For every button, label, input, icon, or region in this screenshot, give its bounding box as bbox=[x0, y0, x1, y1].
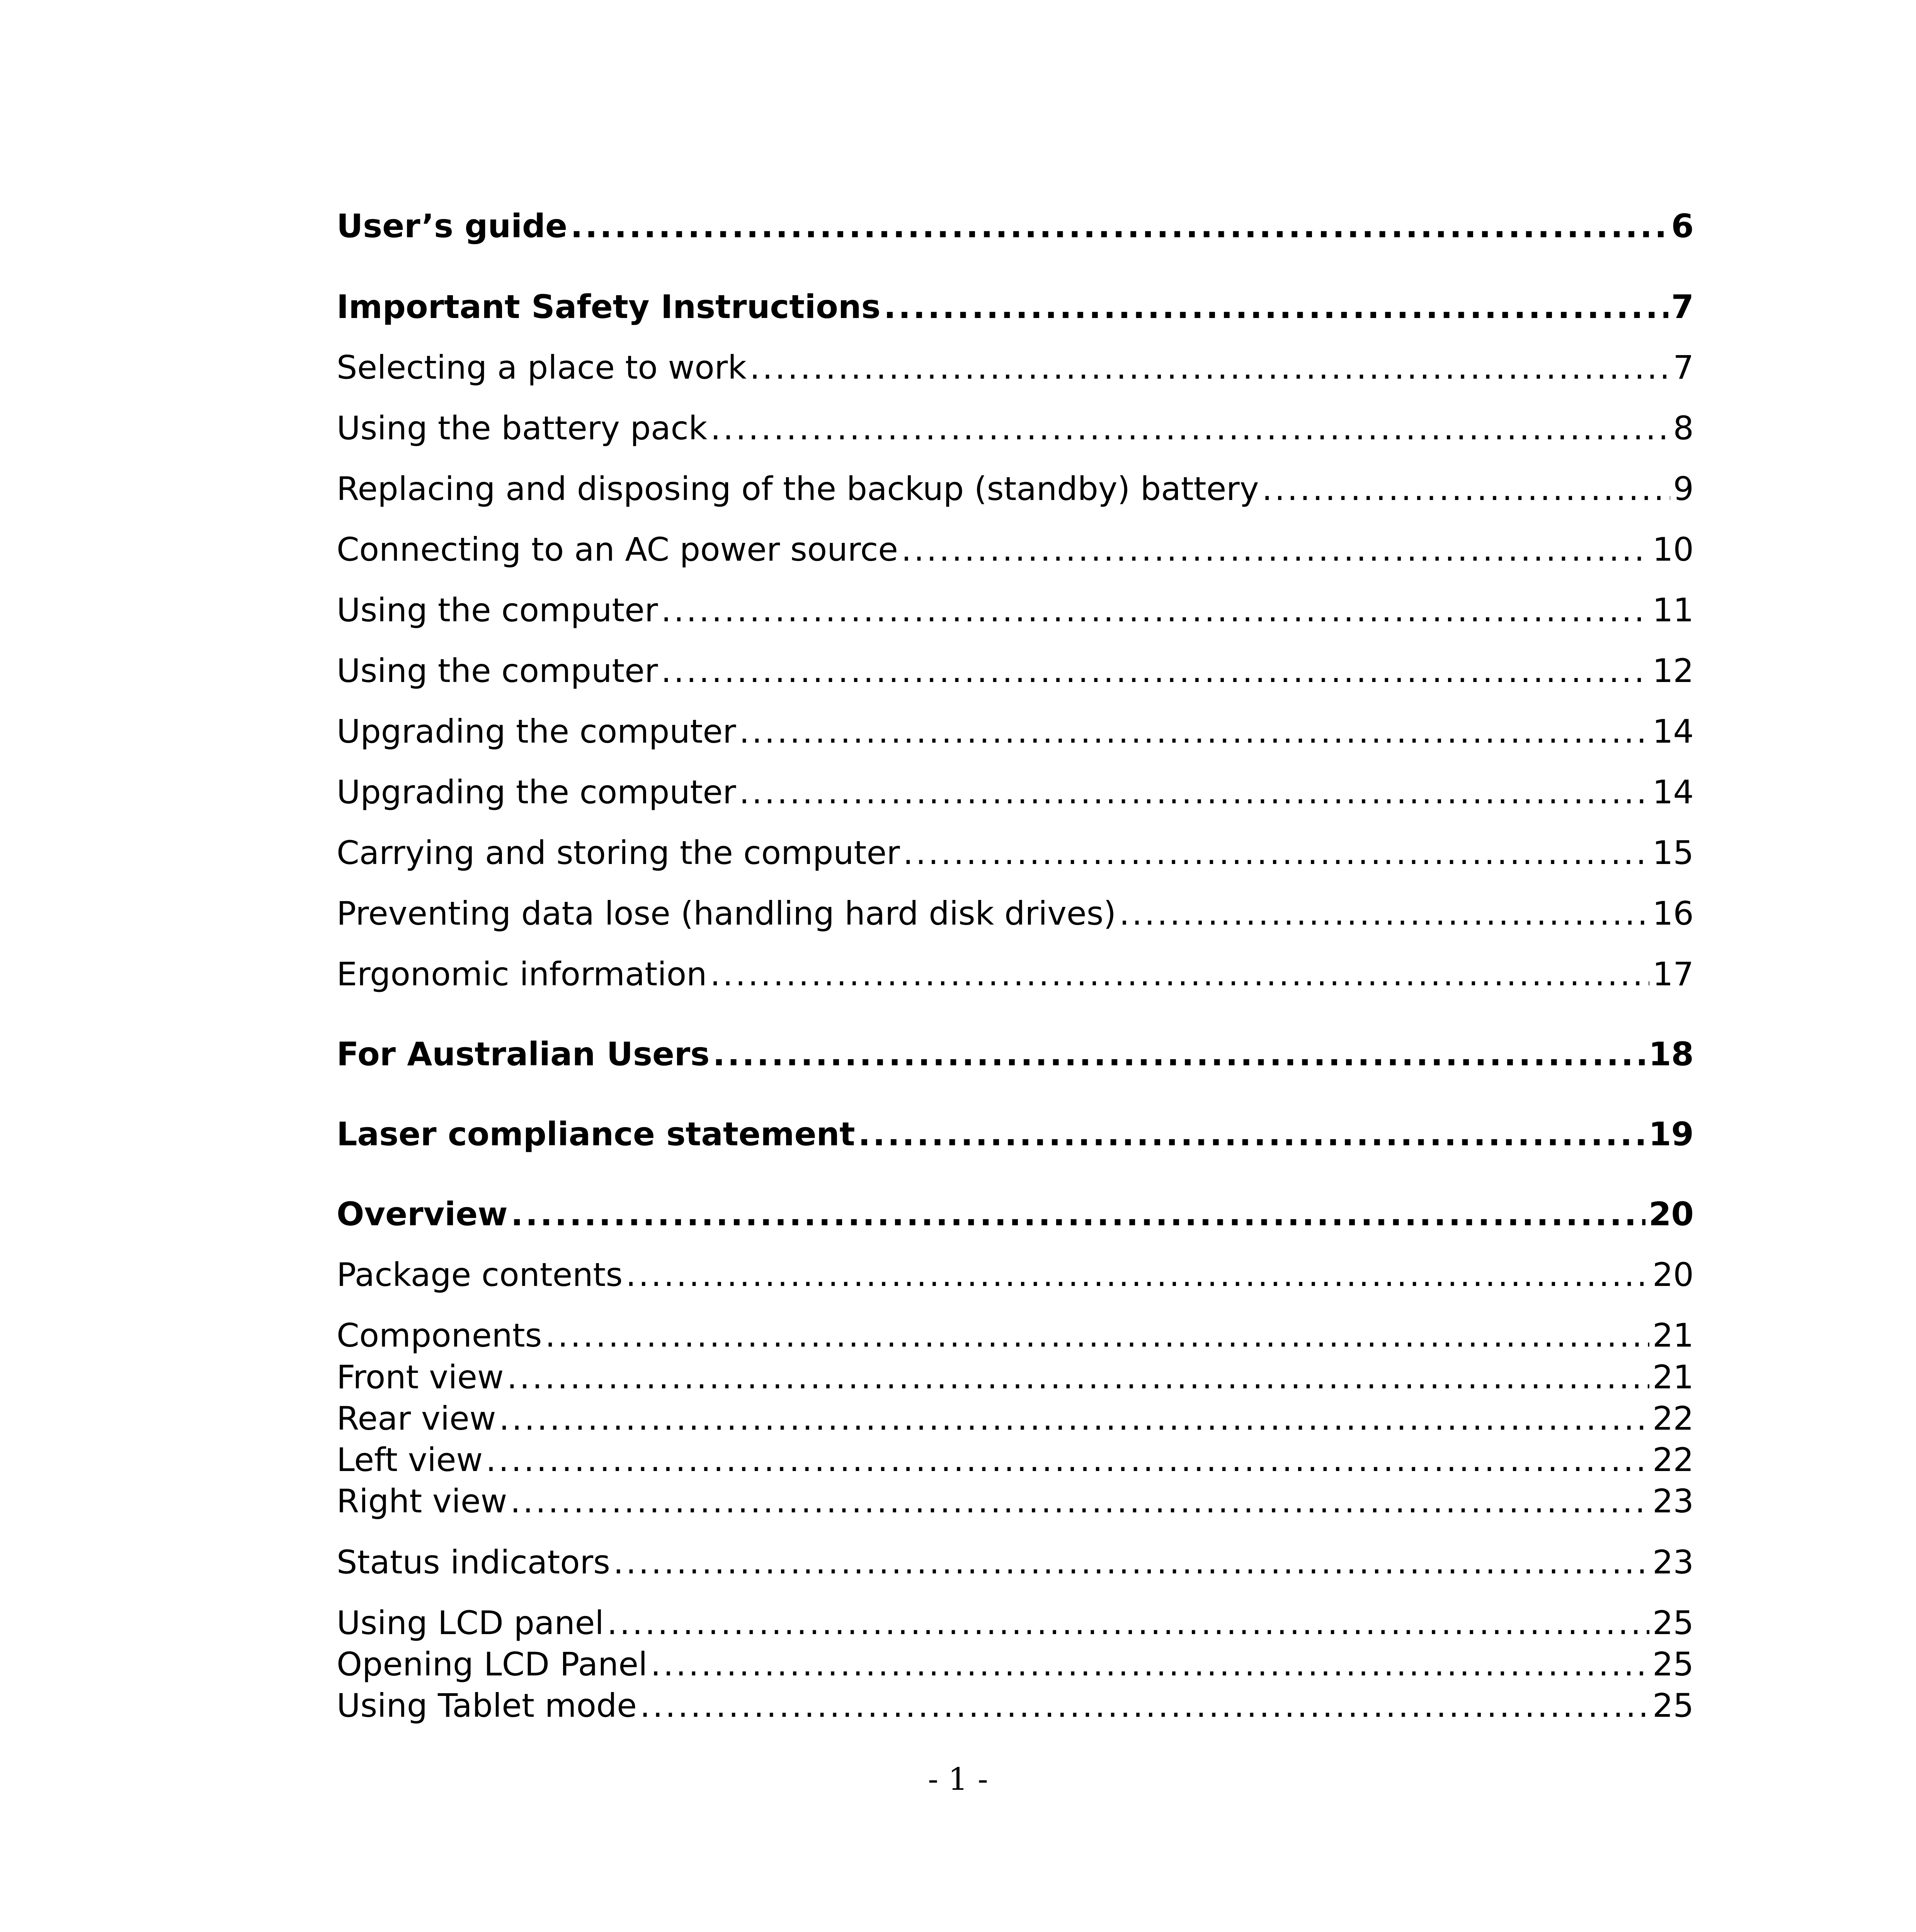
toc-entry-using-lcd-panel[interactable] bbox=[337, 1604, 1694, 1642]
toc-dot-leader bbox=[903, 833, 1649, 872]
toc-entry-title: Left view bbox=[337, 1441, 483, 1479]
toc-entry-title: Carrying and storing the computer bbox=[337, 834, 900, 872]
toc-entry-rear-view[interactable] bbox=[337, 1399, 1694, 1438]
toc-entry-page: 10 bbox=[1652, 531, 1694, 568]
toc-dot-leader bbox=[739, 773, 1649, 811]
toc-entry-title: Upgrading the computer bbox=[337, 713, 736, 750]
toc-entry-title: Preventing data lose (handling hard disk drives) bbox=[337, 895, 1116, 932]
toc-entry-page: 6 bbox=[1671, 207, 1694, 245]
toc-entry-important-safety-instructions[interactable] bbox=[337, 287, 1694, 326]
toc-dot-leader bbox=[710, 409, 1670, 447]
toc-entry-page: 14 bbox=[1652, 773, 1694, 811]
toc-entry-title: Status indicators bbox=[337, 1543, 610, 1581]
toc-entry-title: Rear view bbox=[337, 1400, 496, 1437]
toc-entry-title: Using LCD panel bbox=[337, 1604, 604, 1642]
toc-entry-page: 21 bbox=[1652, 1358, 1694, 1396]
toc-dot-leader bbox=[545, 1316, 1649, 1355]
toc-entry-upgrading-the-computer-1[interactable] bbox=[337, 712, 1694, 751]
toc-entry-carrying-and-storing[interactable] bbox=[337, 833, 1694, 872]
toc-entry-title: Using the battery pack bbox=[337, 409, 708, 447]
toc-entry-overview[interactable] bbox=[337, 1195, 1694, 1233]
toc-entry-page: 14 bbox=[1652, 713, 1694, 750]
toc-entry-page: 23 bbox=[1652, 1543, 1694, 1581]
toc-dot-leader bbox=[858, 1115, 1646, 1153]
toc-entry-page: 22 bbox=[1652, 1441, 1694, 1479]
toc-entry-title: Using the computer bbox=[337, 652, 658, 690]
toc-dot-leader bbox=[661, 651, 1650, 690]
toc-entry-page: 7 bbox=[1673, 349, 1694, 386]
toc-dot-leader bbox=[901, 530, 1649, 569]
toc-dot-leader bbox=[1119, 894, 1649, 933]
toc-entry-users-guide[interactable] bbox=[337, 207, 1694, 245]
toc-entry-title: Upgrading the computer bbox=[337, 773, 736, 811]
toc-entry-using-the-computer-1[interactable] bbox=[337, 591, 1694, 629]
toc-entry-front-view[interactable] bbox=[337, 1358, 1694, 1396]
toc-entry-replacing-backup-battery[interactable] bbox=[337, 469, 1694, 508]
toc-entry-page: 12 bbox=[1652, 652, 1694, 690]
toc-entry-components[interactable] bbox=[337, 1316, 1694, 1355]
toc-entry-title: Using Tablet mode bbox=[337, 1687, 637, 1725]
toc-entry-title: Components bbox=[337, 1316, 542, 1354]
toc-entry-preventing-data-lose[interactable] bbox=[337, 894, 1694, 933]
toc-dot-leader bbox=[640, 1686, 1649, 1725]
toc-entry-package-contents[interactable] bbox=[337, 1255, 1694, 1294]
toc-entry-title: Right view bbox=[337, 1482, 507, 1520]
toc-entry-opening-lcd-panel[interactable] bbox=[337, 1645, 1694, 1684]
toc-dot-leader bbox=[650, 1645, 1649, 1684]
toc-entry-for-australian-users[interactable] bbox=[337, 1035, 1694, 1073]
toc-entry-page: 17 bbox=[1652, 955, 1694, 993]
page-number: - 1 - bbox=[928, 1761, 988, 1797]
toc-entry-title: Overview bbox=[337, 1195, 508, 1233]
toc-entry-title: Front view bbox=[337, 1358, 504, 1396]
toc-entry-title: Using the computer bbox=[337, 591, 658, 629]
toc-entry-selecting-a-place-to-work[interactable] bbox=[337, 348, 1694, 387]
toc-dot-leader bbox=[510, 1482, 1649, 1520]
toc-entry-using-the-battery-pack[interactable] bbox=[337, 409, 1694, 447]
toc-dot-leader bbox=[713, 1035, 1645, 1073]
toc-dot-leader bbox=[507, 1358, 1650, 1396]
toc-entry-page: 21 bbox=[1652, 1316, 1694, 1354]
toc-entry-upgrading-the-computer-2[interactable] bbox=[337, 773, 1694, 811]
toc-entry-title: Important Safety Instructions bbox=[337, 288, 881, 326]
toc-entry-page: 18 bbox=[1649, 1035, 1694, 1073]
toc-entry-connecting-ac-power[interactable] bbox=[337, 530, 1694, 569]
toc-entry-using-the-computer-2[interactable] bbox=[337, 651, 1694, 690]
toc-entry-left-view[interactable] bbox=[337, 1440, 1694, 1479]
toc-entry-page: 20 bbox=[1649, 1195, 1694, 1233]
toc-entry-title: User’s guide bbox=[337, 207, 568, 245]
toc-entry-ergonomic-information[interactable] bbox=[337, 955, 1694, 993]
toc-dot-leader bbox=[626, 1255, 1649, 1294]
toc-entry-page: 16 bbox=[1652, 895, 1694, 932]
toc-entry-title: Selecting a place to work bbox=[337, 349, 747, 386]
toc-entry-page: 23 bbox=[1652, 1482, 1694, 1520]
toc-entry-page: 20 bbox=[1652, 1256, 1694, 1294]
toc-entry-page: 25 bbox=[1652, 1687, 1694, 1725]
toc-entry-page: 19 bbox=[1649, 1115, 1694, 1153]
toc-entry-title: Opening LCD Panel bbox=[337, 1645, 648, 1683]
toc-entry-page: 22 bbox=[1652, 1400, 1694, 1437]
toc-entry-page: 11 bbox=[1652, 591, 1694, 629]
toc-entry-page: 8 bbox=[1673, 409, 1694, 447]
toc-dot-leader bbox=[570, 207, 1668, 245]
toc-dot-leader bbox=[884, 287, 1668, 326]
toc-entry-title: Connecting to an AC power source bbox=[337, 531, 898, 568]
toc-dot-leader bbox=[486, 1440, 1649, 1479]
toc-dot-leader bbox=[499, 1399, 1649, 1438]
toc-entry-page: 25 bbox=[1652, 1645, 1694, 1683]
toc-entry-page: 15 bbox=[1652, 834, 1694, 872]
toc-dot-leader bbox=[739, 712, 1649, 751]
toc-entry-title: Replacing and disposing of the backup (standby) battery bbox=[337, 470, 1259, 508]
toc-dot-leader bbox=[511, 1195, 1645, 1233]
toc-dot-leader bbox=[710, 955, 1649, 993]
toc-dot-leader bbox=[613, 1543, 1649, 1582]
toc-entry-title: Ergonomic information bbox=[337, 955, 707, 993]
toc-entry-title: Package contents bbox=[337, 1256, 623, 1294]
toc-entry-title: For Australian Users bbox=[337, 1035, 710, 1073]
toc-entry-page: 9 bbox=[1673, 470, 1694, 508]
toc-entry-using-tablet-mode[interactable] bbox=[337, 1686, 1694, 1725]
toc-entry-laser-compliance-statement[interactable] bbox=[337, 1115, 1694, 1153]
toc-dot-leader bbox=[1262, 469, 1670, 508]
toc-dot-leader bbox=[607, 1604, 1649, 1642]
toc-entry-right-view[interactable] bbox=[337, 1482, 1694, 1520]
toc-entry-page: 7 bbox=[1671, 288, 1694, 326]
toc-entry-title: Laser compliance statement bbox=[337, 1115, 855, 1153]
toc-dot-leader bbox=[661, 591, 1650, 629]
toc-entry-status-indicators[interactable] bbox=[337, 1543, 1694, 1582]
toc-entry-page: 25 bbox=[1652, 1604, 1694, 1642]
toc-dot-leader bbox=[750, 348, 1670, 387]
